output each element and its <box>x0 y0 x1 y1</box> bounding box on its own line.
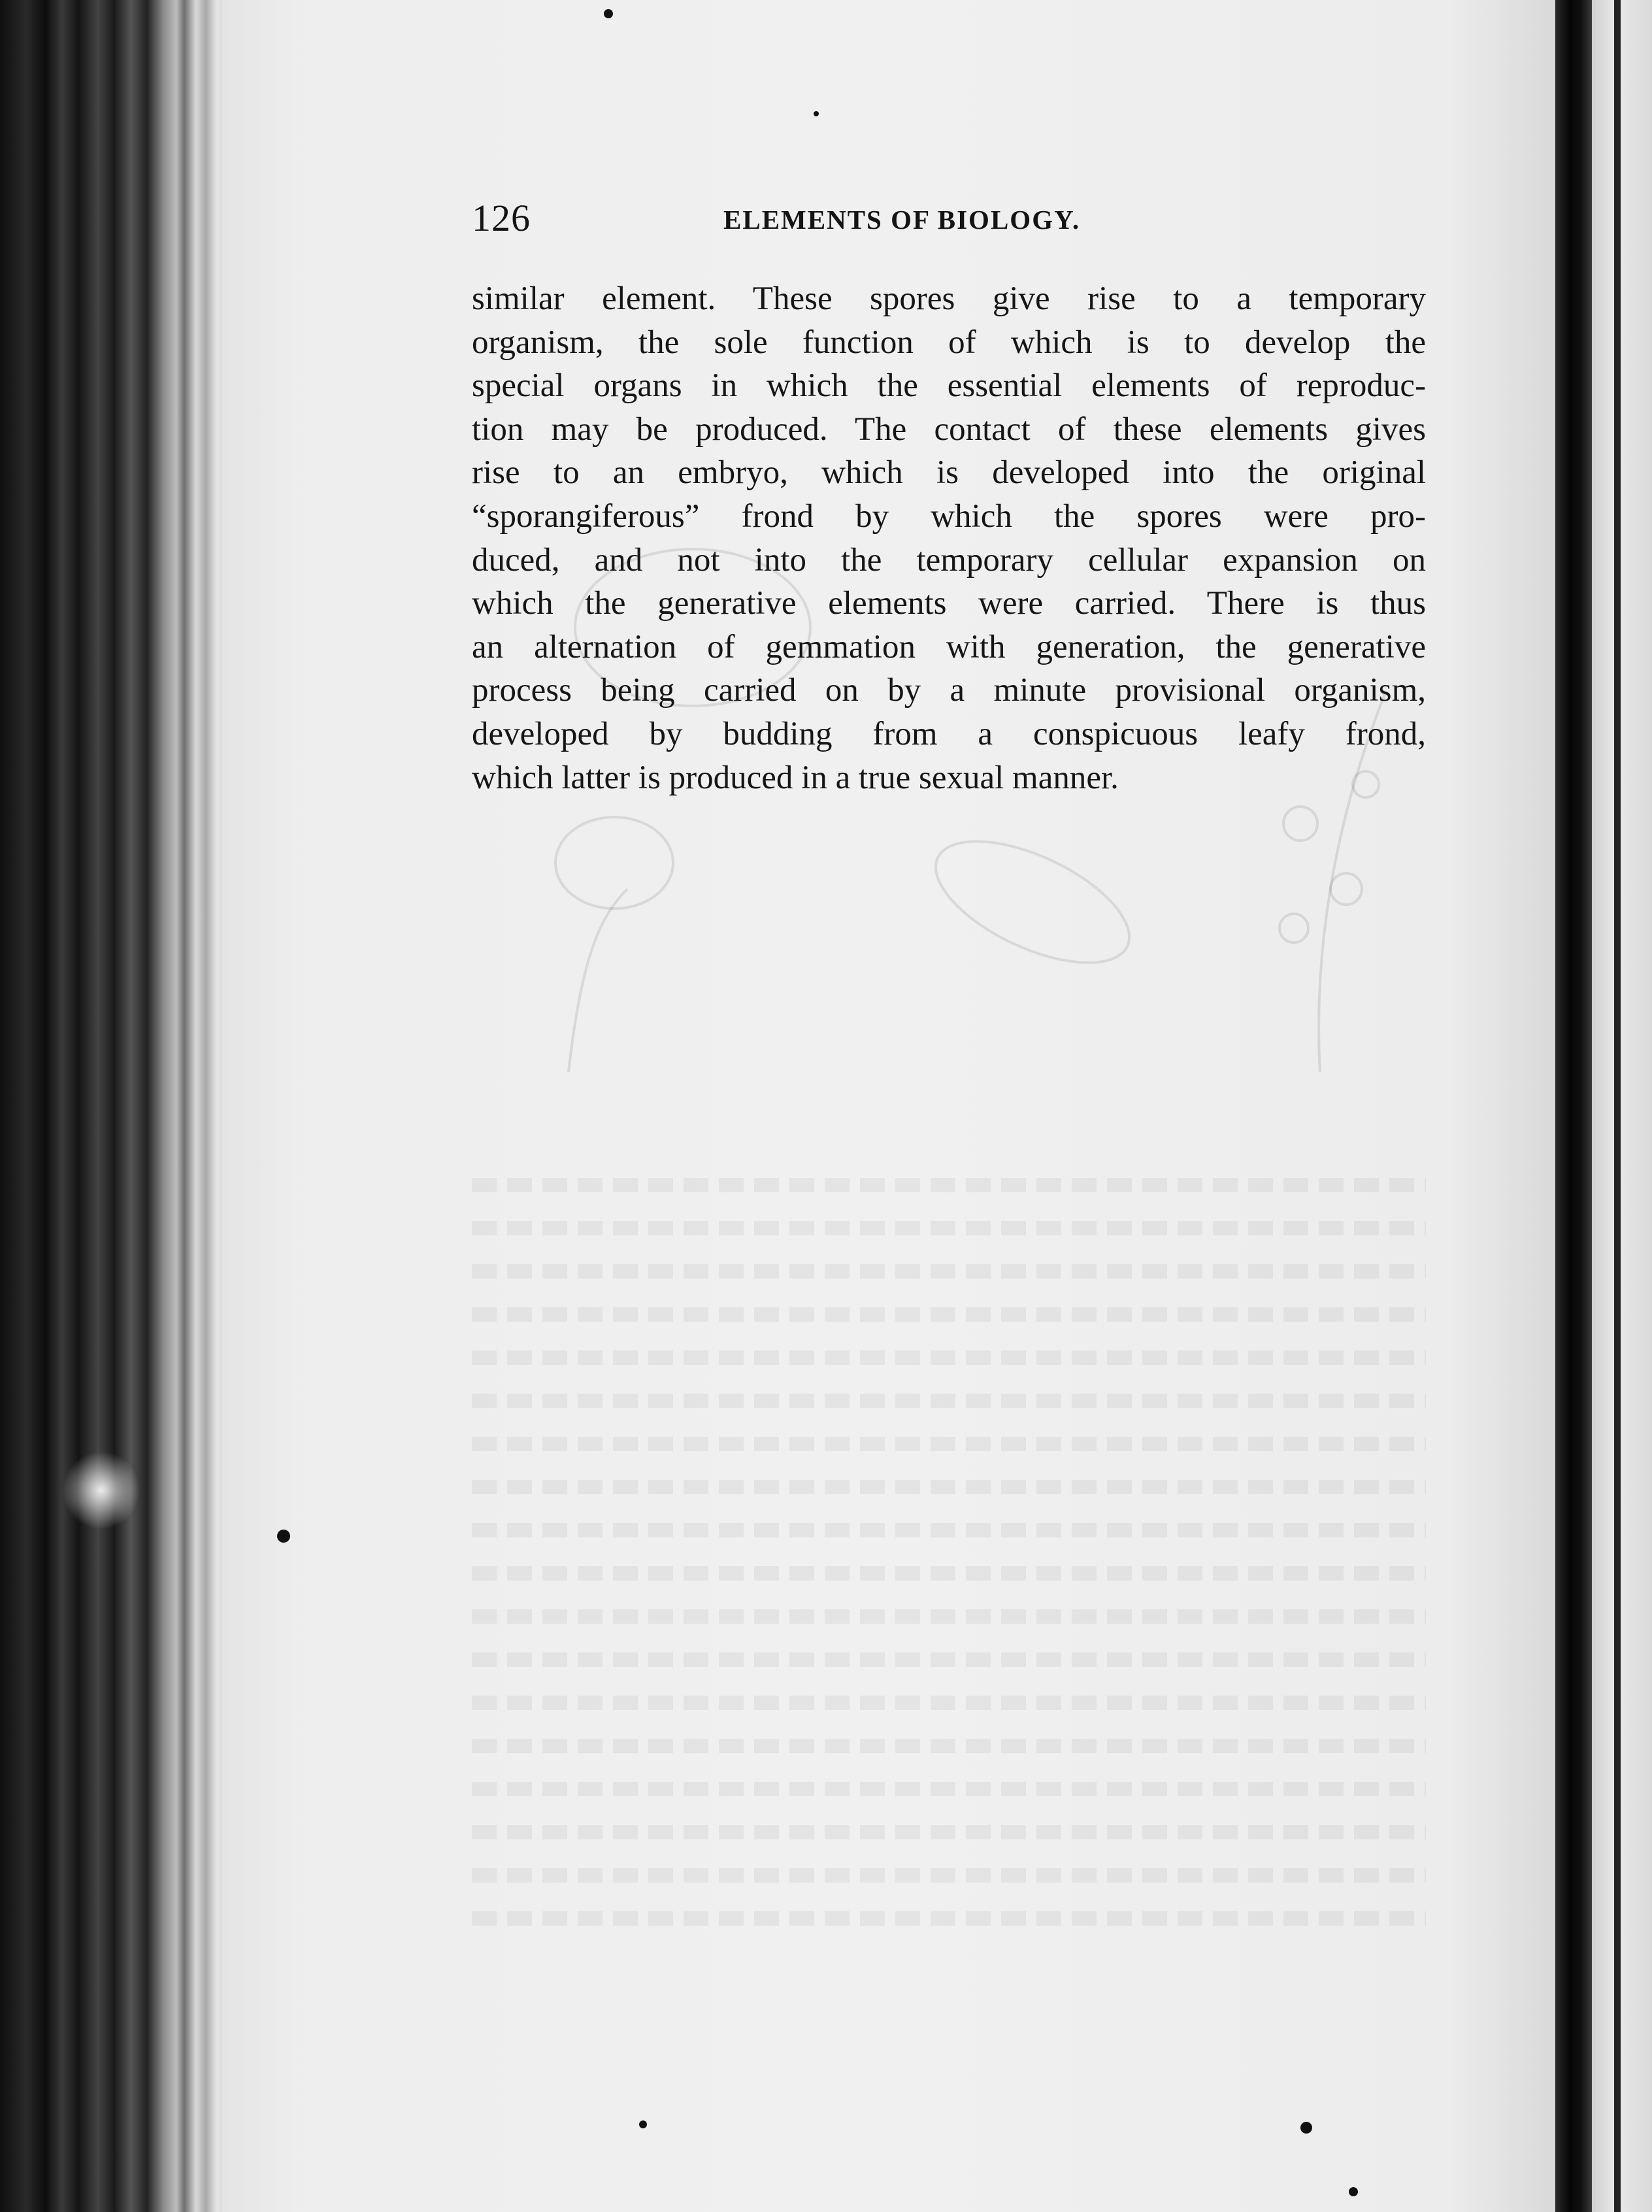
scan-speck <box>604 9 613 18</box>
body-paragraph <box>472 277 1426 799</box>
scan-speck <box>814 111 819 116</box>
book-gutter <box>1555 0 1592 2212</box>
text-line: which latter is produced in a true sexual manner. <box>472 759 1119 796</box>
text-line: “sporangiferous” frond by which the spores were pro- <box>472 497 1426 535</box>
facing-page-rule <box>1614 0 1621 2212</box>
text-line: tion may be produced. The contact of these elements gives <box>472 411 1426 448</box>
text-line: rise to an embryo, which is developed into the original <box>472 454 1426 492</box>
book-page-edges <box>0 0 229 2212</box>
text-line: duced, and not into the temporary cellular expansion on <box>472 541 1426 578</box>
text-line: special organs in which the essential elements of reproduc- <box>472 367 1426 405</box>
text-line: developed by budding from a conspicuous leafy frond, <box>472 715 1426 752</box>
text-line: similar element. These spores give rise to a temporary <box>472 280 1426 317</box>
text-line: organism, the sole function of which is to develop the <box>472 324 1426 361</box>
text-line: process being carried on by a minute provisional organism, <box>472 672 1426 709</box>
scan-speck <box>277 1530 290 1543</box>
text-line: which the generative elements were carried. There is thus <box>472 585 1426 622</box>
text-line: an alternation of gemmation with generation, the generative <box>472 628 1426 665</box>
scan-speck <box>639 2120 647 2128</box>
scan-speck <box>1300 2122 1312 2134</box>
running-head: ELEMENTS OF BIOLOGY. <box>723 205 1081 235</box>
scan-speck <box>1349 2187 1358 2196</box>
page-number: 126 <box>472 197 531 239</box>
facing-page-edge <box>1592 0 1652 2212</box>
scan-glare <box>62 1451 140 1530</box>
page-header <box>472 196 1426 255</box>
